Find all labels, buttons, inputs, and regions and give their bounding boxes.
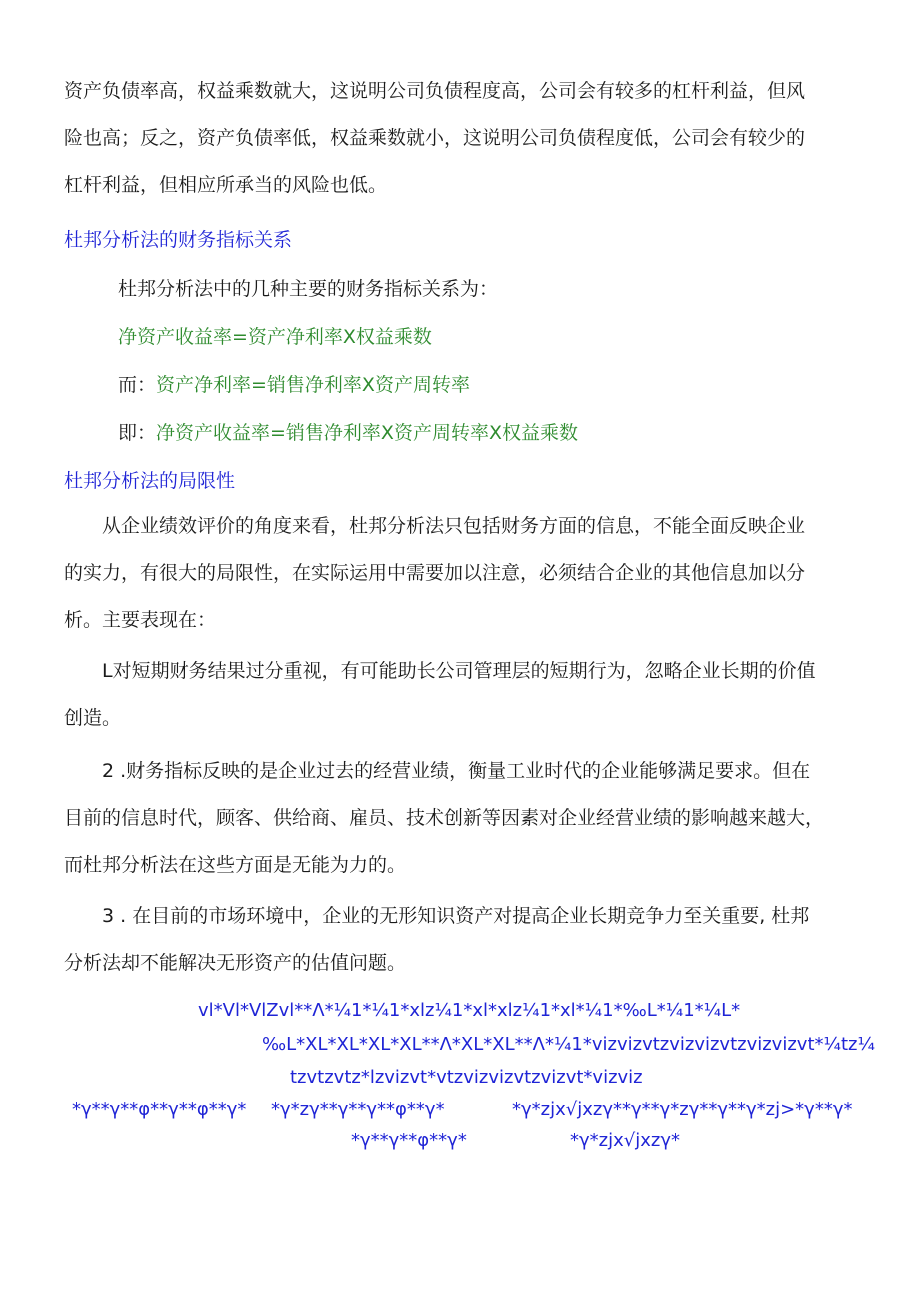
- diagram-row-4c: *γ*zjx√jxzγ**γ**γ*zγ**γ*: [512, 1099, 738, 1120]
- limitations-paragraph: [64, 503, 864, 644]
- formula-1: 净资产收益率=资产净利率X权益乘数: [118, 326, 432, 348]
- limitations-line-1: 从企业绩效评价的角度来看，杜邦分析法只包括财务方面的信息，不能全面反映企业: [102, 515, 806, 537]
- limitations-line-3: 析。主要表现在：: [64, 609, 217, 631]
- item-3-line-2: 分析法却不能解决无形资产的估值问题。: [64, 952, 407, 974]
- diagram-row-4a: *γ**γ**φ**γ**φ**γ*: [72, 1099, 247, 1120]
- item-2-line-2: 目前的信息时代，顾客、供给商、雇员、技术创新等因素对企业经营业绩的影响越来越大，: [64, 807, 825, 829]
- formula-3-prefix: 即：: [118, 422, 157, 444]
- limitation-item-2: [64, 748, 864, 889]
- section1-intro: 杜邦分析法中的几种主要的财务指标关系为：: [118, 278, 499, 300]
- formula-3: 净资产收益率=销售净利率X资产周转率X权益乘数: [156, 422, 578, 444]
- limitation-item-3: [64, 893, 864, 987]
- item-2-line-3: 而杜邦分析法在这些方面是无能为力的。: [64, 854, 407, 876]
- diagram-row-5b: *γ*zjx√jxzγ*: [570, 1130, 680, 1151]
- item-1-line-1: L对短期财务结果过分重视，有可能助长公司管理层的短期行为，忽略企业长期的价值: [102, 660, 816, 682]
- formula-2-prefix: 而：: [118, 374, 157, 396]
- intro-paragraph: [64, 68, 864, 209]
- section2-heading: 杜邦分析法的局限性: [64, 470, 236, 492]
- limitation-item-1: [64, 648, 864, 742]
- formula-2: 资产净利率=销售净利率X资产周转率: [156, 374, 470, 396]
- diagram-row-5a: *γ**γ**φ**γ*: [351, 1130, 467, 1151]
- formula-3-row: [118, 418, 578, 445]
- diagram-row-4d: *γ*zj>*γ**γ*: [737, 1099, 853, 1120]
- intro-line-1: 资产负债率高，权益乘数就大，这说明公司负债程度高，公司会有较多的杠杆利益，但风: [64, 80, 806, 102]
- diagram-row-2: ‰L*XL*XL*XL*XL**Λ*XL*XL**Λ*¼1*vizvizvtzvizvizvtzvizvizvt*¼tz¼: [262, 1034, 875, 1055]
- item-3-line-1: 3 . 在目前的市场环境中，企业的无形知识资产对提高企业长期竞争力至关重要, 杜邦: [102, 905, 810, 927]
- diagram-row-1: vl*Vl*VlZvl**Λ*¼1*¼1*xlz¼1*xl*xlz¼1*xl*¼1*‰L*¼1*¼L*: [198, 1000, 741, 1021]
- section1-heading: 杜邦分析法的财务指标关系: [64, 229, 293, 251]
- intro-line-3: 杠杆利益，但相应所承当的风险也低。: [64, 174, 388, 196]
- diagram-row-3: tzvtzvtz*lzvizvt*vtzvizvizvtzvizvt*vizviz: [290, 1067, 643, 1088]
- formula-2-row: [118, 370, 470, 397]
- item-2-line-1: 2 .财务指标反映的是企业过去的经营业绩，衡量工业时代的企业能够满足要求。但在: [102, 760, 811, 782]
- limitations-line-2: 的实力，有很大的局限性，在实际运用中需要加以注意，必须结合企业的其他信息加以分: [64, 562, 806, 584]
- intro-line-2: 险也高；反之，资产负债率低，权益乘数就小，这说明公司负债程度低，公司会有较少的: [64, 127, 806, 149]
- diagram-row-4b: *γ*zγ**γ**γ**φ**γ*: [271, 1099, 445, 1120]
- item-1-line-2: 创造。: [64, 707, 122, 729]
